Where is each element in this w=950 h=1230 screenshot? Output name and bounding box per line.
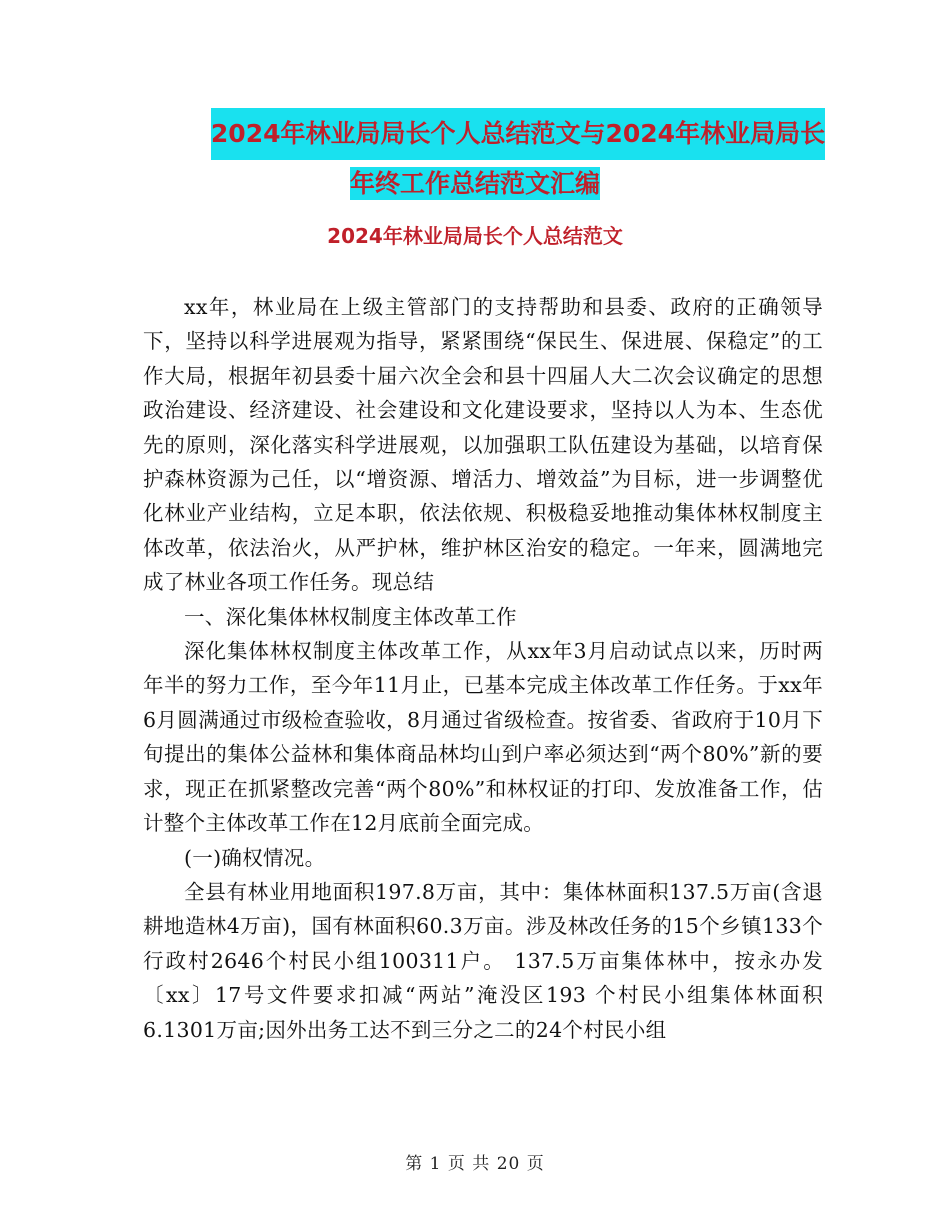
document-title-line2: 年终工作总结范文汇编 [349, 169, 600, 198]
paragraph-heading-1: 一、深化集体林权制度主体改革工作 [184, 604, 517, 629]
page-footer: 第 1 页 共 20 页 [405, 1154, 545, 1174]
section-title: 2024年林业局局长个人总结范文 [327, 224, 623, 248]
document-title-line1: 2024年林业局局长个人总结范文与2024年林业局局长 [211, 108, 825, 160]
paragraph-intro: xx年，林业局在上级主管部门的支持帮助和县委、政府的正确领导下，坚持以科学进展观为指导，紧紧围绕“保民生、保进展、保稳定”的工作大局，根据年初县委十届六次全会和县十四届人大二次会议确定的思想政治建设、经济建设、社会建设和文化建设要求，坚持以人为本、生态优先的原则，深化落实科学进展观，以加强职工队伍建设为基础，以培育保护森林资源为己任，以“增资源、增活力、增效益”为目标，进一步调整优化林业产业结构，立足本职，依法依规、积极稳妥地推动集体林权制度主体改革，依法治火，从严护林，维护林区治安的稳定。一年来，圆满地完成了林业各项工作任务。现总结 [143, 295, 823, 595]
paragraph-forest-area: 全县有林业用地面积197.8万亩，其中：集体林面积137.5万亩(含退耕地造林4万亩)，国有林面积60.3万亩。涉及林改任务的15个乡镇133个行政村2646个村民小组100311户。 137.5万亩集体林中，按永办发〔xx〕17号文件要求扣减“两站”淹没区193 个村民小组集体林面积6.1301万亩;因外出务工达不到三分之二的24个村民小组 [143, 879, 823, 1042]
document-body [143, 290, 823, 1047]
document-title [0, 108, 950, 208]
paragraph-heading-1-1: (一)确权情况。 [184, 845, 326, 870]
paragraph-reform: 深化集体林权制度主体改革工作，从xx年3月启动试点以来，历时两年半的努力工作，至今年11月止，已基本完成主体改革工作任务。于xx年6月圆满通过市级检查验收，8月通过省级检查。按省委、省政府于10月下旬提出的集体公益林和集体商品林均山到户率必须达到“两个80%”新的要求，现正在抓紧整改完善“两个80%”和林权证的打印、发放准备工作，估计整个主体改革工作在12月底前全面完成。 [143, 639, 823, 836]
